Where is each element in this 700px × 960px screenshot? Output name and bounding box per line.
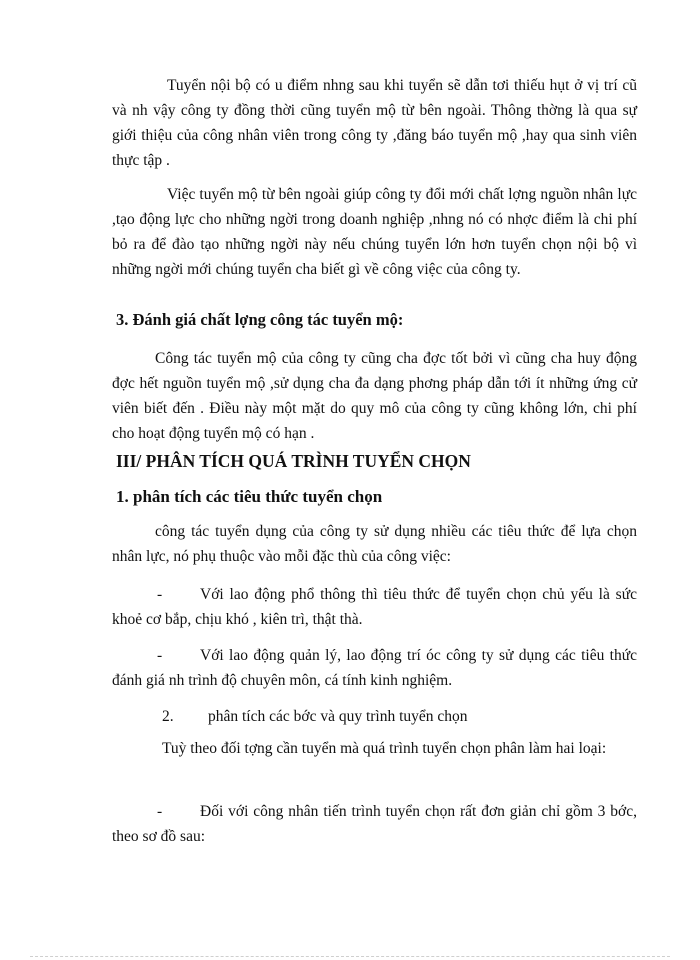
bullet-dash: - — [157, 586, 163, 603]
paragraph-internal-recruitment: Tuyển nội bộ có u điểm nhng sau khi tuyển sẽ dẫn tơi thiếu hụt ở vị trí cũ và nh vậy công ty đồng thời cũng tuyển mộ từ bên ngoài. Thông thờng là qua sự giới thiệu của công nhân viên trong công ty ,đăng báo tuyển mộ ,hay qua sinh viên thực tập . — [112, 77, 637, 169]
page-bottom-divider — [30, 956, 670, 957]
item-number: 2. — [162, 708, 174, 725]
bullet-text: Với lao động quản lý, lao động trí óc công ty sử dụng các tiêu thức đánh giá nh trình độ chuyên môn, cá tính kinh nghiệm. — [112, 647, 637, 689]
item-text: phân tích các bớc và quy trình tuyển chọn — [208, 708, 468, 725]
subheading-selection-criteria: 1. phân tích các tiêu thức tuyển chọn — [116, 487, 383, 506]
heading-evaluation: 3. Đánh giá chất lợng công tác tuyển mộ: — [116, 310, 404, 329]
section-heading-selection-analysis: III/ PHÂN TÍCH QUÁ TRÌNH TUYỂN CHỌN — [116, 451, 471, 471]
bullet-text: Với lao động phổ thông thì tiêu thức để tuyển chọn chủ yếu là sức khoẻ cơ bắp, chịu khó , kiên trì, thật thà. — [112, 586, 637, 628]
bullet-text: Đối với công nhân tiến trình tuyển chọn rất đơn giản chỉ gồm 3 bớc, theo sơ đồ sau: — [112, 803, 637, 845]
paragraph-evaluation: Công tác tuyển mộ của công ty cũng cha đợc tốt bởi vì cũng cha huy động đợc hết nguồn tuyển mộ ,sử dụng cha đa dạng phơng pháp dẫn tới ít những ứng cử viên biết đến . Điều này một mặt do quy mô của công ty cũng không lớn, chi phí cho hoạt động tuyển mộ có hạn . — [112, 350, 637, 442]
bullet-item-workers — [112, 799, 637, 849]
bullet-dash: - — [157, 803, 163, 820]
paragraph-criteria-intro: công tác tuyển dụng của công ty sử dụng nhiều các tiêu thức để lựa chọn nhân lực, nó phụ thuộc vào mỗi đặc thù của công việc: — [112, 523, 637, 565]
bullet-dash: - — [157, 647, 163, 664]
bullet-item-management-labor — [112, 643, 637, 693]
paragraph-selection-types: Tuỳ theo đối tợng cần tuyển mà quá trình tuyển chọn phân làm hai loại: — [162, 740, 607, 757]
paragraph-external-recruitment: Việc tuyển mộ từ bên ngoài giúp công ty đổi mới chất lợng nguồn nhân lực ,tạo động lực cho những ngời trong doanh nghiệp ,nhng nó có nhợc điểm là chi phí bỏ ra để đào tạo những ngời này nếu chúng tuyển lớn hơn tuyển chọn nội bộ vì những ngời mới chúng tuyển cha biết gì về công việc của công ty. — [112, 186, 637, 278]
bullet-item-manual-labor — [112, 582, 637, 632]
